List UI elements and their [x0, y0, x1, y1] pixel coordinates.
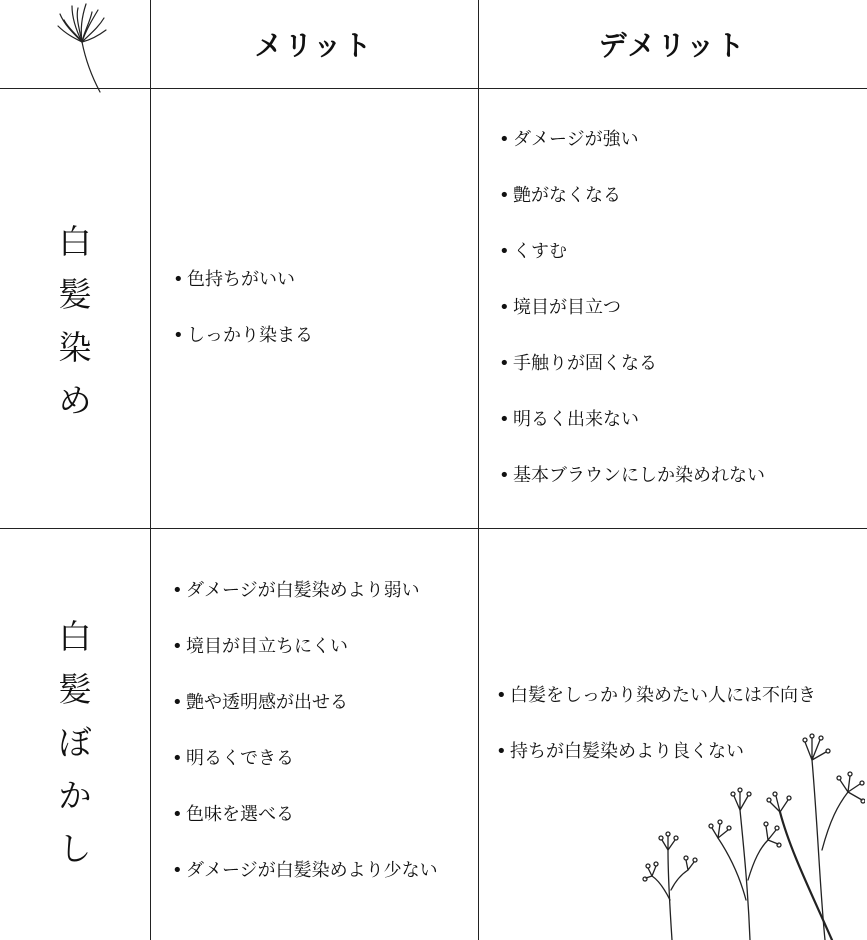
list-item: • しっかり染まる [173, 324, 313, 380]
list-item: • 明るく出来ない [499, 408, 765, 464]
row-label-gray-blending: 白 髪 ぼ か し [58, 617, 92, 868]
list-item: • 持ちが白髪染めより良くない [496, 740, 816, 796]
list-item: • 基本ブラウンにしか染めれない [499, 464, 765, 520]
header-demerit: デメリット [598, 29, 747, 62]
list-item: • 手触りが固くなる [499, 352, 765, 408]
list-item: • 色持ちがいい [173, 268, 313, 324]
header-merit: メリット [254, 29, 374, 62]
row1-demerit-list [499, 128, 765, 520]
row-label-hair-dye: 白 髪 染 め [58, 222, 92, 420]
list-item: • ダメージが白髪染めより弱い [172, 579, 438, 635]
list-item: • 白髪をしっかり染めたい人には不向き [496, 684, 816, 740]
list-item: • 艶や透明感が出せる [172, 691, 438, 747]
list-item: • くすむ [499, 240, 765, 296]
column-divider-left [150, 0, 151, 940]
flower-sketch-icon [52, 2, 112, 94]
list-item: • 明るくできる [172, 747, 438, 803]
list-item: • 境目が目立ちにくい [172, 635, 438, 691]
row-divider [0, 528, 867, 529]
list-item: • 境目が目立つ [499, 296, 765, 352]
column-divider-right [478, 0, 479, 940]
list-item: • ダメージが白髪染めより少ない [172, 859, 438, 915]
list-item: • ダメージが強い [499, 128, 765, 184]
row1-merit-list [173, 268, 313, 380]
header-divider [0, 88, 867, 89]
row2-merit-list [172, 579, 438, 915]
list-item: • 色味を選べる [172, 803, 438, 859]
wildflowers-sketch-icon [640, 730, 865, 940]
list-item: • 艶がなくなる [499, 184, 765, 240]
